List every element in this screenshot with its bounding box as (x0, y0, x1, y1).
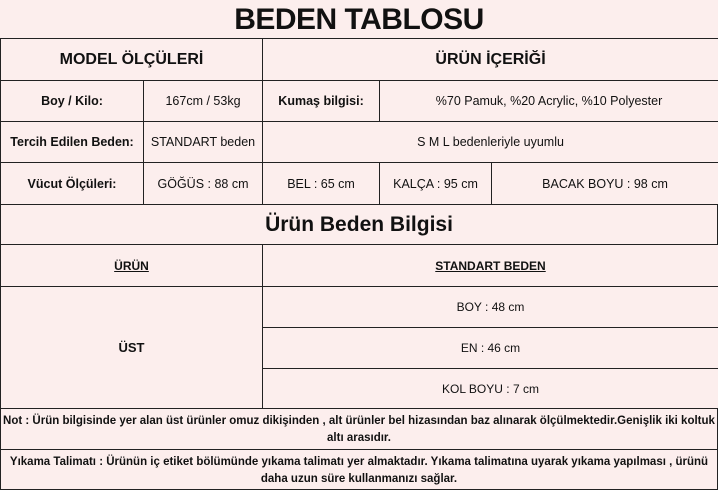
en-measure: EN : 46 cm (263, 328, 718, 369)
col-beden-header: STANDART BEDEN (263, 245, 718, 287)
uyum-value: S M L bedenleriyle uyumlu (263, 122, 718, 163)
model-header: MODEL ÖLÇÜLERİ (1, 39, 263, 81)
boy-kilo-label: Boy / Kilo: (1, 81, 144, 122)
page-title: BEDEN TABLOSU (234, 3, 484, 36)
kumas-value: %70 Pamuk, %20 Acrylic, %10 Polyester (380, 81, 718, 122)
gogus-value: GÖĞÜS : 88 cm (144, 163, 263, 205)
boy-kilo-value: 167cm / 53kg (144, 81, 263, 122)
kumas-label: Kumaş bilgisi: (263, 81, 380, 122)
olcum-notu: Not : Ürün bilgisinde yer alan üst ürünler omuz dikişinden , alt ürünler bel hizasından baz alınarak ölçülmektedir.Genişlik iki koltuk altı arasıdır. (0, 408, 718, 450)
boy-measure: BOY : 48 cm (263, 287, 718, 328)
vucut-label: Vücut Ölçüleri: (1, 163, 144, 205)
tercih-value: STANDART beden (144, 122, 263, 163)
urun-icerigi-header: ÜRÜN İÇERİĞİ (263, 39, 718, 81)
tercih-label: Tercih Edilen Beden: (1, 122, 144, 163)
bel-value: BEL : 65 cm (263, 163, 380, 205)
beden-bilgisi-table (0, 244, 718, 409)
urun-ust: ÜST (1, 287, 263, 409)
kol-boyu-measure: KOL BOYU : 7 cm (263, 369, 718, 409)
model-info-table (0, 38, 718, 205)
col-urun-header: ÜRÜN (1, 245, 263, 287)
kalca-value: KALÇA : 95 cm (380, 163, 492, 205)
yikama-talimati: Yıkama Talimatı : Ürünün iç etiket bölümünde yıkama talimatı yer almaktadır. Yıkama talimatına uyarak yıkama yapılması , ürünü daha uzun süre kullanmanızı sağlar. (0, 449, 718, 490)
bacak-value: BACAK BOYU : 98 cm (492, 163, 718, 205)
beden-bilgisi-title: Ürün Beden Bilgisi (0, 204, 718, 244)
